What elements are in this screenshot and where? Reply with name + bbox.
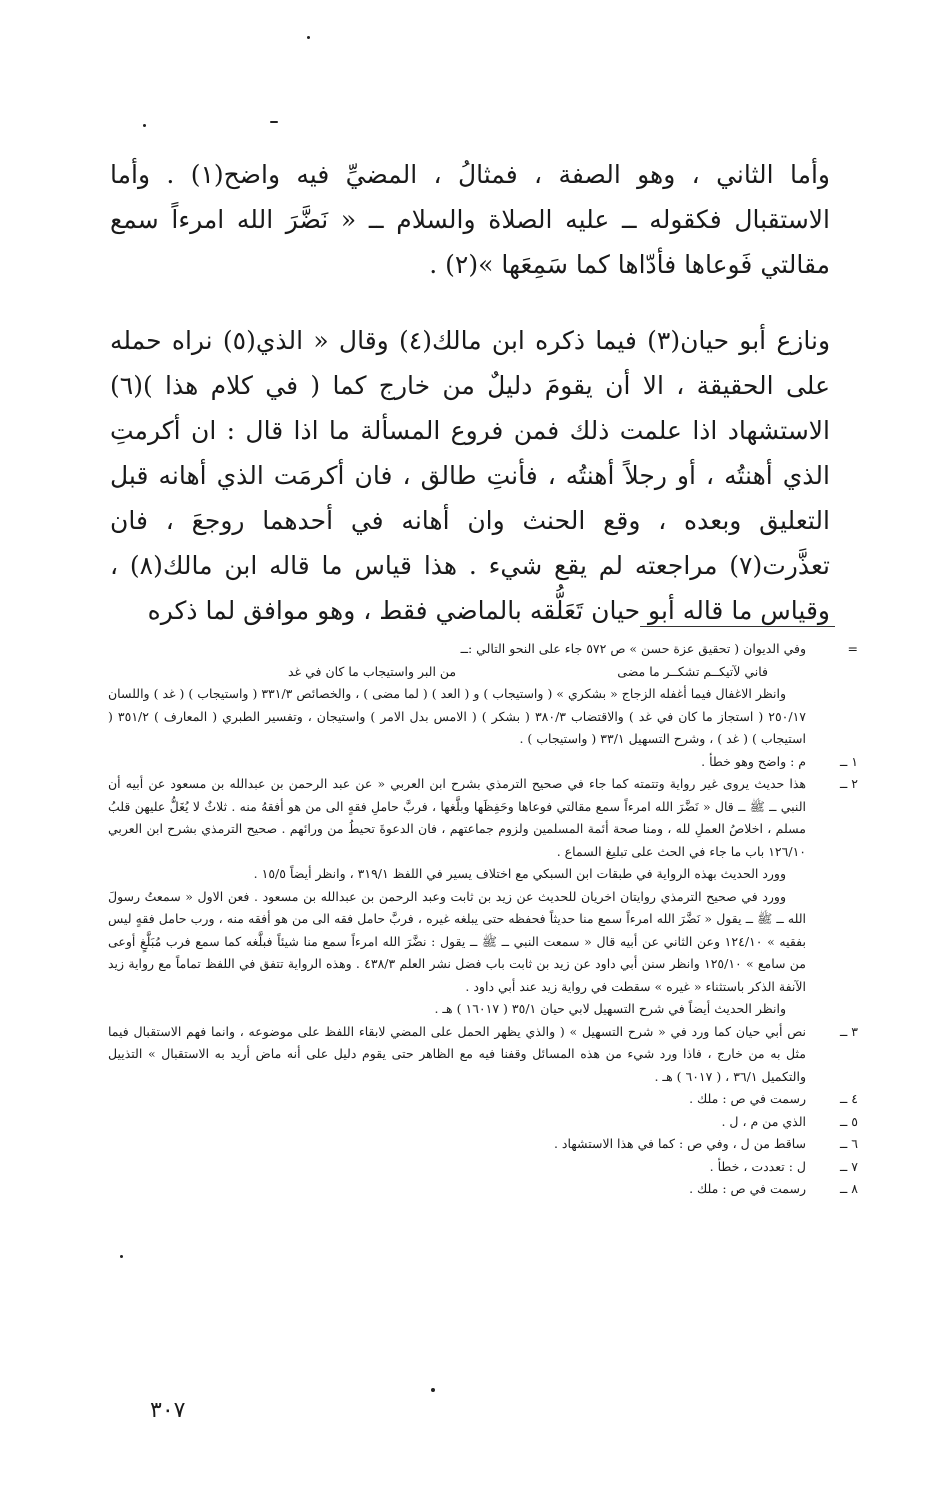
continuation-text: وانظر الاغفال فيما أغفله الزجاج « بشكري » ( واستيجاب ) و ( العد ) ( لما مضى ) ، والخصائص ٣٣١/٣ ( واستيجاب ) ( غد ) واللسان ٢٥٠/١٧ ( استجاز ما كان في غد ) والاقتضاب ٣٨٠/٣ ( بشكر ) ( الامس بدل الامر ) واستيجان ، وتفسير الطبري ( المعارف ) ٣٥١/٢ ( استيجاب ) ( غد ) ، وشرح التسهيل ٣٣/١ ( واستيجاب ) .: [108, 686, 807, 746]
footnote-number: ٥ ــ: [839, 1113, 858, 1129]
scan-speck: [120, 1255, 123, 1258]
footnote-text: ساقط من ل ، وفي ص : كما في هذا الاستشهاد .: [553, 1136, 806, 1151]
footnote-6: [108, 1133, 858, 1156]
footnote-2: [108, 773, 858, 863]
footnote-number: ٣ ــ: [839, 1023, 858, 1039]
continuation-intro: وفي الديوان ( تحقيق عزة حسن » ص ٥٧٢ جاء على النحو التالي :ــ: [460, 641, 806, 656]
footnote-number: ٦ ــ: [839, 1136, 858, 1151]
continuation-body: [108, 683, 858, 751]
footnote-8: [108, 1178, 858, 1201]
main-paragraph-1: [110, 152, 830, 287]
footnote-text: ل : تعددت ، خطأ .: [709, 1158, 806, 1174]
footnote-3: [108, 1021, 858, 1089]
footnote-number: ٤ ــ: [839, 1091, 858, 1106]
verse-line: [108, 661, 858, 684]
footnote-text: رسمت في ص : ملك .: [689, 1181, 806, 1196]
footnote-text: هذا حديث يروى غير رواية وتتمته كما جاء في صحيح الترمذي بشرح ابن العربي « عن عبد الرحمن بن عبدالله بن مسعود عن أبيه أن النبي ــ ﷺ ــ قال « نَضَّرَ الله امرءاً سمع مقالتي فوعاها وحَفِظَها وبلَّغها ، فربَّ حاملِ فقهٍ الى من هو أفقهُ منه . ثلاثٌ لا يُغَلُّ عليهن قلبُ مسلم ، اخلاصُ العملِ لله ، ومنا صحة أئمة المسلمين ولزوم جماعتهم ، فان الدعوةَ تحيطُ من ورائهم . صحيح الترمذي بشرح ابن العربي ١٢٦/١٠ باب ما جاء في الحث على تبليغ السماع .: [108, 776, 806, 859]
footnote-number: ٨ ــ: [839, 1181, 858, 1196]
footnote-separator: [640, 626, 835, 627]
footnote-extra-text: وورد في صحيح الترمذي روايتان اخريان للحديث عن زيد بن ثابت وعبد الرحمن بن عبدالله بن مسعود . فعن الاول « سمعتُ رسولَ الله ــ ﷺ ــ يقول « نَضَّرَ الله امرءاً سمع منا حديثاً فحفظه حتى يبلغه غيره ، فربَّ حامل فقه الى من هو أفقه منه ، ورب حامل فقهٍ ليس بفقيه » ١٢٤/١٠ وعن الثاني عن أبيه قال « سمعت النبي ــ ﷺ ــ يقول : نضَّرَ الله امرءاً سمع منا شيئاً فبلَّغه كما سمع فرب مُبَلَّغٍ أوعى من سامع » ١٢٥/١٠ وانظر سنن أبي داود عن زيد بن ثابت باب فضل نشر العلم ٤٣٨/٣ . وهذه الرواية تتفق في اللفظ تماماً مع رواية زيد الآنفة الذكر باستثناء « غيره » سقطت في رواية زيد عند أبي داود .: [108, 888, 806, 994]
footnote-extra-text: وورد الحديث بهذه الرواية في طبقات ابن السبكي مع اختلاف يسير في اللفظ ٣١٩/١ ، وانظر أيضاً ١٥/٥ .: [253, 866, 786, 881]
footnote-5: [108, 1111, 858, 1134]
footnote-1: [108, 751, 858, 774]
footnote-text: الذي من م ، ل .: [721, 1113, 806, 1129]
footnote-4: [108, 1088, 858, 1111]
footnote-number: ١ ــ: [839, 753, 858, 769]
page-number: ٣٠٧: [150, 1398, 186, 1423]
footnote-text: رسمت في ص : ملك .: [689, 1091, 806, 1106]
paragraph-text: وأما الثاني ، وهو الصفة ، فمثالُ ، المضيِّ فيه واضح(١) . وأما الاستقبال فكقوله ــ عليه الصلاة والسلام ــ « نَضَّرَ الله امرءاً سمع مقالتي فَوعاها فأدّاها كما سَمِعَها »(٢) .: [110, 160, 831, 279]
footnote-number: ٧ ــ: [839, 1158, 858, 1174]
verse-hemistich-first: فاني لآتيكــم تشكــر ما مضى: [617, 663, 768, 679]
footnote-continuation: [108, 638, 858, 661]
main-paragraph-2: [110, 318, 830, 633]
footnotes: [108, 638, 858, 1201]
scan-speck: [431, 1388, 435, 1392]
verse-hemistich-second: من البر واستيجاب ما كان في غد: [288, 663, 457, 679]
footnote-text: نص أبي حيان كما ورد في « شرح التسهيل » ( والذي يظهر الحمل على المضي لابقاء اللفظ على موضوعه ، وانما فهم الاستقبال فيما مثل به من خارج ، فاذا ورد شيء من هذه المسائل وقفنا فيه مع الظاهر حتى يقوم دليل على أنه ماض أريد به الاستقبال » التذييل والتكميل ٣٦/١ ، ( ٦٠١٧ ) هـ .: [108, 1023, 806, 1084]
footnote-7: [108, 1156, 858, 1179]
continuation-marker: =: [847, 641, 858, 656]
footnote-number: ٢ ــ: [839, 776, 858, 791]
footnote-2-extra: [108, 863, 858, 1021]
footnote-extra-text: وانظر الحديث أيضاً في شرح التسهيل لابي حيان ٣٥/١ ( ١٦٠١٧ ) هـ .: [434, 1001, 786, 1016]
footnote-text: م : واضح وهو خطأ .: [701, 753, 806, 769]
scan-speck: [270, 121, 278, 123]
paragraph-text: ونازع أبو حيان(٣) فيما ذكره ابن مالك(٤) وقال « الذي(٥) نراه حمله على الحقيقة ، الا أن يقومَ دليلٌ من خارج كما ( في كلام هذا )(٦) الاستشهاد اذا علمت ذلك فمن فروع المسألة ما اذا قال : ان أكرمتِ الذي أهنتُه ، أو رجلاً أهنتُه ، فأنتِ طالق ، فان أكرمَت الذي أهانه قبل التعليق وبعده ، وقع الحنث وان أهانه في أحدهما روجعَ ، فان تعذَّرت(٧) مراجعته لم يقع شيء . هذا قياس ما قاله ابن مالك(٨) ، وقياس ما قاله أبو حيان تَعَلُّقه بالماضي فقط ، وهو موافق لما ذكره: [110, 326, 831, 625]
scan-speck: [307, 36, 310, 39]
scan-speck: [143, 124, 146, 127]
